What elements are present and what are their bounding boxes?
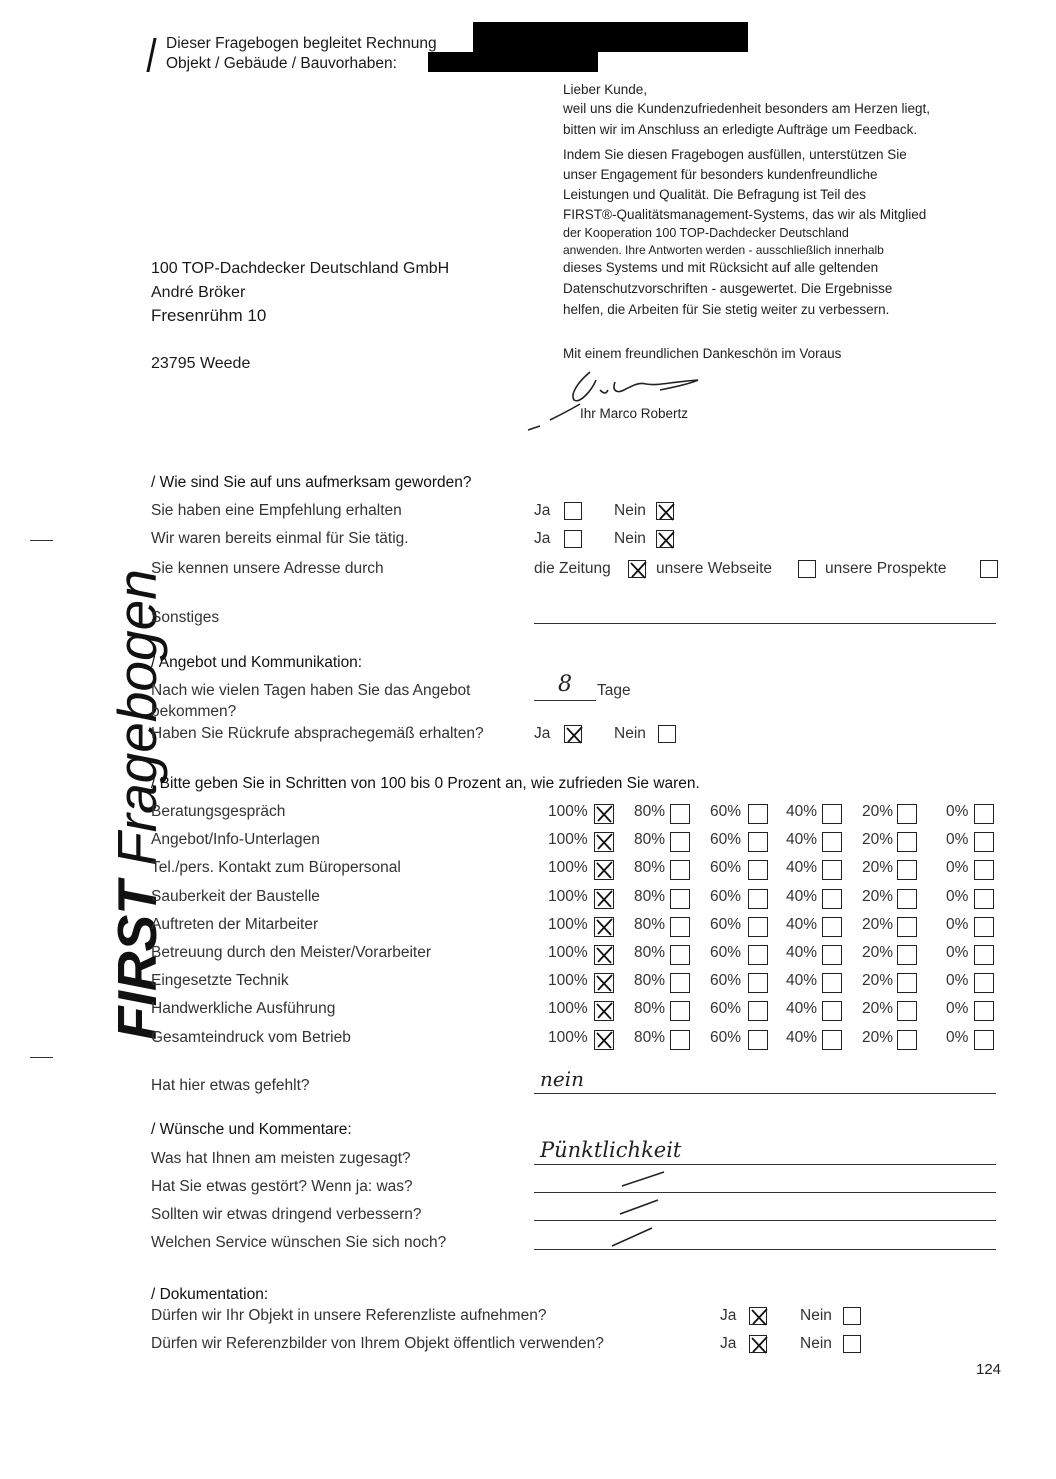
question-callbacks: Haben Sie Rückrufe absprachegemäß erhalten? [151, 725, 484, 742]
percent-label: 60% [710, 803, 742, 820]
percent-label: 60% [710, 916, 742, 933]
percent-label: 60% [710, 1029, 742, 1046]
redacted-object [428, 52, 598, 72]
missing-answer: nein [540, 1067, 584, 1091]
percent-label: 100% [548, 944, 588, 961]
sender-street: Fresenrühm 10 [151, 306, 267, 325]
checkbox-callbacks-nein[interactable] [658, 725, 676, 743]
percent-label: 20% [862, 859, 894, 876]
percent-label: 20% [862, 972, 894, 989]
side-title: FIRST Fragebogen [106, 569, 168, 1040]
question-liked: Was hat Ihnen am meisten zugesagt? [151, 1150, 411, 1167]
percent-label: 20% [862, 888, 894, 905]
ja-label: Ja [534, 530, 551, 547]
percent-label: 0% [946, 944, 969, 961]
intro-line: Leistungen und Qualität. Die Befragung ist Teil des [563, 187, 866, 202]
nein-label: Nein [614, 502, 646, 519]
percent-label: 0% [946, 831, 969, 848]
checkbox-reference-images-ja[interactable] [749, 1335, 767, 1353]
percent-label: 0% [946, 1000, 969, 1017]
question-reference-images: Dürfen wir Referenzbilder von Ihrem Objekt öffentlich verwenden? [151, 1335, 604, 1352]
sender-name: André Bröker [151, 284, 246, 301]
percent-label: 80% [634, 859, 666, 876]
percent-label: 80% [634, 916, 666, 933]
question-address-source: Sie kennen unsere Adresse durch [151, 560, 384, 577]
rating-row-label: Beratungsgespräch [151, 803, 286, 820]
intro-line: weil uns die Kundenzufriedenheit besonders am Herzen liegt, [563, 101, 930, 116]
fold-mark [30, 1057, 53, 1058]
rating-checkbox[interactable] [748, 973, 768, 993]
percent-label: 100% [548, 916, 588, 933]
checkbox-recommendation-nein[interactable] [656, 502, 674, 520]
percent-label: 0% [946, 859, 969, 876]
checkbox-prospekte[interactable] [980, 560, 998, 578]
section-title: / Wie sind Sie auf uns aufmerksam geworden? [151, 474, 472, 491]
check-x-icon [594, 859, 616, 881]
check-x-icon [564, 724, 586, 746]
ja-label: Ja [534, 725, 551, 742]
rating-row-label: Tel./pers. Kontakt zum Büropersonal [151, 859, 401, 876]
percent-label: 80% [634, 944, 666, 961]
percent-label: 80% [634, 1029, 666, 1046]
rating-checkbox[interactable] [822, 1030, 842, 1050]
rating-checkbox[interactable] [822, 945, 842, 965]
checkbox-webseite[interactable] [798, 560, 816, 578]
check-x-icon [594, 803, 616, 825]
check-x-icon [656, 529, 678, 551]
check-x-icon [594, 831, 616, 853]
intro-line: bitten wir im Anschluss an erledigte Aufträge um Feedback. [563, 122, 918, 137]
checkbox-previous-ja[interactable] [564, 530, 582, 548]
percent-label: 80% [634, 831, 666, 848]
liked-answer: Pünktlichkeit [540, 1138, 682, 1162]
strike-marks [600, 1166, 670, 1256]
rating-checkbox[interactable] [670, 973, 690, 993]
rating-checkbox[interactable] [974, 945, 994, 965]
section-title: / Wünsche und Kommentare: [151, 1121, 352, 1138]
percent-label: 0% [946, 916, 969, 933]
rating-checkbox[interactable] [974, 860, 994, 880]
rating-checkbox[interactable] [594, 973, 614, 993]
header-invoice-label: Dieser Fragebogen begleitet Rechnung [166, 35, 437, 52]
rating-checkbox[interactable] [822, 973, 842, 993]
rating-checkbox[interactable] [748, 860, 768, 880]
rating-checkbox[interactable] [897, 832, 917, 852]
check-x-icon [749, 1334, 771, 1356]
percent-label: 80% [634, 972, 666, 989]
rating-checkbox[interactable] [974, 1030, 994, 1050]
rating-checkbox[interactable] [670, 945, 690, 965]
section-title: / Bitte geben Sie in Schritten von 100 bis 0 Prozent an, wie zufrieden Sie waren. [151, 775, 700, 792]
percent-label: 100% [548, 1029, 588, 1046]
rating-checkbox[interactable] [748, 889, 768, 909]
percent-label: 100% [548, 831, 588, 848]
check-x-icon [594, 1029, 616, 1051]
percent-label: 40% [786, 859, 818, 876]
rating-checkbox[interactable] [670, 804, 690, 824]
rating-row-label: Auftreten der Mitarbeiter [151, 916, 319, 933]
header-object-label: Objekt / Gebäude / Bauvorhaben: [166, 55, 397, 72]
checkbox-recommendation-ja[interactable] [564, 502, 582, 520]
rating-checkbox[interactable] [594, 1030, 614, 1050]
intro-line: unser Engagement für besonders kundenfreundliche [563, 167, 878, 182]
sender-city: 23795 Weede [151, 355, 251, 372]
rating-row-label: Gesamteindruck vom Betrieb [151, 1029, 351, 1046]
intro-line: Datenschutzvorschriften - ausgewertet. Die Ergebnisse [563, 281, 893, 296]
rating-checkbox[interactable] [974, 917, 994, 937]
rating-checkbox[interactable] [822, 1001, 842, 1021]
percent-label: 40% [786, 1029, 818, 1046]
question-recommendation: Sie haben eine Empfehlung erhalten [151, 502, 402, 519]
percent-label: 60% [710, 972, 742, 989]
question-service: Welchen Service wünschen Sie sich noch? [151, 1234, 447, 1251]
percent-label: 80% [634, 803, 666, 820]
percent-label: 100% [548, 888, 588, 905]
rating-checkbox[interactable] [974, 832, 994, 852]
checkbox-reference-list-nein[interactable] [843, 1307, 861, 1325]
percent-label: 20% [862, 831, 894, 848]
percent-label: 40% [786, 888, 818, 905]
rating-checkbox[interactable] [748, 1001, 768, 1021]
rating-row-label: Angebot/Info-Unterlagen [151, 831, 320, 848]
rating-checkbox[interactable] [670, 1030, 690, 1050]
rating-checkbox[interactable] [822, 889, 842, 909]
rating-checkbox[interactable] [748, 832, 768, 852]
percent-label: 20% [862, 916, 894, 933]
percent-label: 40% [786, 1000, 818, 1017]
nein-label: Nein [800, 1335, 832, 1352]
fold-mark [30, 540, 53, 541]
check-x-icon [749, 1306, 771, 1328]
rating-checkbox[interactable] [594, 804, 614, 824]
percent-label: 60% [710, 944, 742, 961]
check-x-icon [594, 916, 616, 938]
rating-checkbox[interactable] [594, 832, 614, 852]
closing-text: Mit einem freundlichen Dankeschön im Voraus [563, 346, 842, 361]
question-reference-list: Dürfen wir Ihr Objekt in unsere Referenzliste aufnehmen? [151, 1307, 547, 1324]
rating-checkbox[interactable] [748, 1030, 768, 1050]
rating-checkbox[interactable] [594, 945, 614, 965]
rating-checkbox[interactable] [897, 973, 917, 993]
rating-checkbox[interactable] [974, 973, 994, 993]
percent-label: 80% [634, 888, 666, 905]
question-improve: Sollten wir etwas dringend verbessern? [151, 1206, 422, 1223]
nein-label: Nein [800, 1307, 832, 1324]
nein-label: Nein [614, 725, 646, 742]
rating-checkbox[interactable] [594, 1001, 614, 1021]
percent-label: 100% [548, 859, 588, 876]
intro-line: FIRST®-Qualitätsmanagement-Systems, das wir als Mitglied [563, 207, 927, 222]
intro-line: anwenden. Ihre Antworten werden - ausschließlich innerhalb [563, 243, 884, 257]
rating-row-label: Eingesetzte Technik [151, 972, 289, 989]
header-slash [146, 38, 156, 72]
checkbox-reference-list-ja[interactable] [749, 1307, 767, 1325]
rating-checkbox[interactable] [897, 1030, 917, 1050]
signature [520, 360, 720, 435]
checkbox-previous-nein[interactable] [656, 530, 674, 548]
percent-label: 60% [710, 831, 742, 848]
rating-checkbox[interactable] [670, 832, 690, 852]
percent-label: 40% [786, 803, 818, 820]
rating-checkbox[interactable] [748, 917, 768, 937]
percent-label: 40% [786, 831, 818, 848]
intro-line: Lieber Kunde, [563, 82, 648, 97]
page-number: 124 [976, 1361, 1002, 1378]
section-title: / Angebot und Kommunikation: [151, 654, 363, 671]
rating-checkbox[interactable] [822, 860, 842, 880]
ja-label: Ja [534, 502, 551, 519]
nein-label: Nein [614, 530, 646, 547]
percent-label: 80% [634, 1000, 666, 1017]
ja-label: Ja [720, 1335, 737, 1352]
rating-checkbox[interactable] [670, 889, 690, 909]
question-previous-work: Wir waren bereits einmal für Sie tätig. [151, 530, 409, 547]
intro-line: Indem Sie diesen Fragebogen ausfüllen, unterstützen Sie [563, 147, 907, 162]
intro-line: helfen, die Arbeiten für Sie stetig weiter zu verbessern. [563, 302, 890, 317]
rating-checkbox[interactable] [748, 945, 768, 965]
checkbox-zeitung[interactable] [628, 560, 646, 578]
rating-row-label: Betreuung durch den Meister/Vorarbeiter [151, 944, 432, 961]
question-offer-days-cont: bekommen? [151, 703, 237, 720]
question-disturbed: Hat Sie etwas gestört? Wenn ja: was? [151, 1178, 413, 1195]
percent-label: 100% [548, 803, 588, 820]
checkbox-reference-images-nein[interactable] [843, 1335, 861, 1353]
rating-checkbox[interactable] [974, 804, 994, 824]
missing-answer-line[interactable] [534, 1093, 996, 1094]
check-x-icon [594, 888, 616, 910]
percent-label: 0% [946, 1029, 969, 1046]
rating-checkbox[interactable] [822, 917, 842, 937]
section-title: / Dokumentation: [151, 1286, 269, 1303]
option-webseite-label: unsere Webseite [656, 560, 773, 577]
signer-name: Ihr Marco Robertz [580, 406, 689, 421]
check-x-icon [594, 944, 616, 966]
question-offer-days: Nach wie vielen Tagen haben Sie das Angebot [151, 682, 471, 699]
rating-checkbox[interactable] [670, 917, 690, 937]
check-x-icon [656, 501, 678, 523]
percent-label: 60% [710, 888, 742, 905]
rating-checkbox[interactable] [897, 945, 917, 965]
days-answer-line[interactable] [534, 700, 596, 701]
rating-checkbox[interactable] [897, 860, 917, 880]
option-prospekte-label: unsere Prospekte [825, 560, 947, 577]
rating-checkbox[interactable] [594, 860, 614, 880]
rating-checkbox[interactable] [897, 889, 917, 909]
percent-label: 40% [786, 916, 818, 933]
check-x-icon [594, 1000, 616, 1022]
percent-label: 100% [548, 972, 588, 989]
rating-checkbox[interactable] [822, 832, 842, 852]
percent-label: 20% [862, 803, 894, 820]
check-x-icon [594, 972, 616, 994]
check-x-icon [628, 559, 650, 581]
percent-label: 40% [786, 972, 818, 989]
tage-label: Tage [597, 682, 631, 699]
percent-label: 40% [786, 944, 818, 961]
sender-company: 100 TOP-Dachdecker Deutschland GmbH [151, 260, 450, 277]
question-other: Sonstiges [151, 609, 220, 626]
rating-checkbox[interactable] [897, 1001, 917, 1021]
option-zeitung-label: die Zeitung [534, 560, 611, 577]
rating-checkbox[interactable] [594, 917, 614, 937]
ja-label: Ja [720, 1307, 737, 1324]
intro-line: dieses Systems und mit Rücksicht auf alle geltenden [563, 260, 879, 275]
percent-label: 0% [946, 888, 969, 905]
percent-label: 100% [548, 1000, 588, 1017]
checkbox-callbacks-ja[interactable] [564, 725, 582, 743]
percent-label: 20% [862, 1029, 894, 1046]
rating-checkbox[interactable] [897, 917, 917, 937]
days-answer: 8 [558, 672, 572, 697]
liked-answer-line[interactable] [534, 1164, 996, 1165]
percent-label: 0% [946, 972, 969, 989]
percent-label: 60% [710, 1000, 742, 1017]
redacted-invoice-number [473, 22, 748, 52]
rating-checkbox[interactable] [670, 1001, 690, 1021]
rating-checkbox[interactable] [897, 804, 917, 824]
rating-row-label: Handwerkliche Ausführung [151, 1000, 336, 1017]
rating-checkbox[interactable] [594, 889, 614, 909]
rating-checkbox[interactable] [974, 1001, 994, 1021]
percent-label: 0% [946, 803, 969, 820]
rating-checkbox[interactable] [974, 889, 994, 909]
rating-checkbox[interactable] [822, 804, 842, 824]
percent-label: 60% [710, 859, 742, 876]
rating-row-label: Sauberkeit der Baustelle [151, 888, 320, 905]
rating-checkbox[interactable] [748, 804, 768, 824]
rating-checkbox[interactable] [670, 860, 690, 880]
intro-line: der Kooperation 100 TOP-Dachdecker Deutschland [563, 226, 849, 240]
percent-label: 20% [862, 944, 894, 961]
other-answer-line[interactable] [534, 623, 996, 624]
percent-label: 20% [862, 1000, 894, 1017]
question-missing: Hat hier etwas gefehlt? [151, 1077, 310, 1094]
